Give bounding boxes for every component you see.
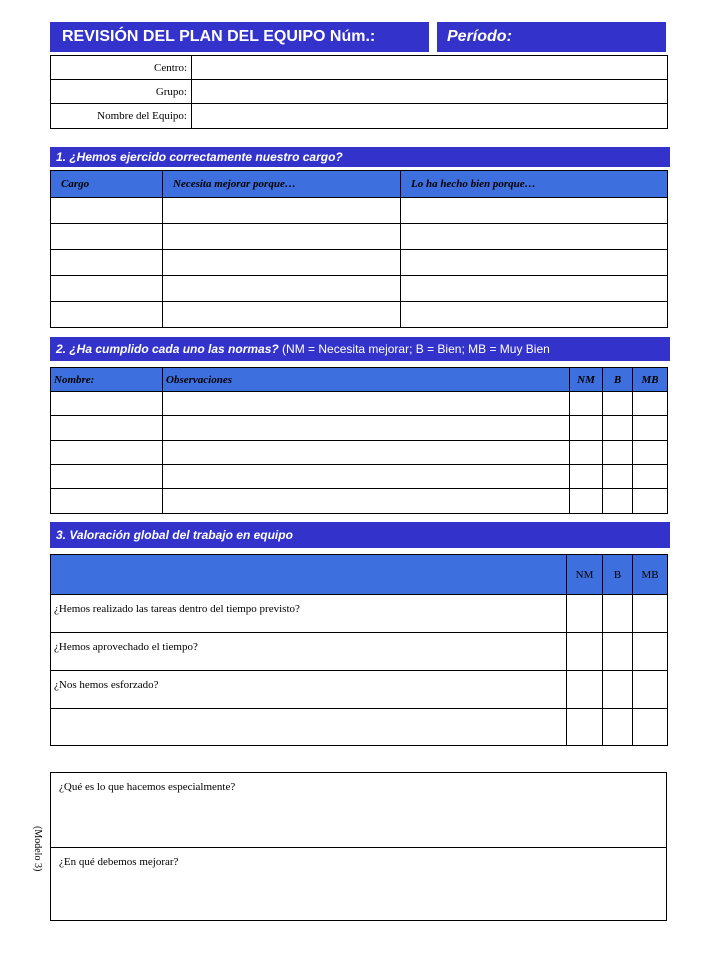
cell[interactable]	[51, 302, 163, 328]
centro-label: Centro:	[51, 56, 192, 80]
cell[interactable]	[633, 709, 668, 746]
cell[interactable]	[163, 416, 570, 441]
cell[interactable]	[570, 489, 603, 514]
table-row	[51, 709, 668, 746]
question-tiempo-previsto: ¿Hemos realizado las tareas dentro del tiempo previsto?	[51, 595, 567, 633]
model-label: (Modelo 3)	[32, 826, 43, 872]
form-title: REVISIÓN DEL PLAN DEL EQUIPO Núm.:	[50, 22, 429, 52]
table-row	[51, 302, 668, 328]
cell[interactable]	[401, 302, 668, 328]
cell[interactable]	[163, 392, 570, 416]
table-row	[51, 224, 668, 250]
cell[interactable]	[51, 224, 163, 250]
cell[interactable]	[51, 465, 163, 489]
header-blank	[51, 555, 567, 595]
cell[interactable]	[567, 633, 603, 671]
cell[interactable]	[603, 392, 633, 416]
col-nombre: Nombre:	[51, 368, 163, 392]
cell[interactable]	[633, 633, 668, 671]
cell[interactable]	[51, 709, 567, 746]
table-row	[51, 595, 668, 633]
cell[interactable]	[51, 392, 163, 416]
col-necesita-mejorar: Necesita mejorar porque…	[163, 171, 401, 198]
col-b: B	[603, 555, 633, 595]
cell[interactable]	[401, 250, 668, 276]
table-row	[51, 392, 668, 416]
cell[interactable]	[163, 276, 401, 302]
table-row	[51, 633, 668, 671]
centro-field[interactable]	[192, 56, 668, 80]
cell[interactable]	[163, 250, 401, 276]
cell[interactable]	[51, 489, 163, 514]
cell[interactable]	[633, 416, 668, 441]
table-row	[51, 276, 668, 302]
table-row	[51, 671, 668, 709]
col-nm: NM	[570, 368, 603, 392]
cell[interactable]	[633, 595, 668, 633]
cell[interactable]	[603, 709, 633, 746]
cell[interactable]	[163, 224, 401, 250]
question-aprovechado-tiempo: ¿Hemos aprovechado el tiempo?	[51, 633, 567, 671]
cell[interactable]	[51, 198, 163, 224]
col-mb: MB	[633, 368, 668, 392]
section2-title-text: 2. ¿Ha cumplido cada uno las normas?	[56, 342, 279, 356]
col-mb: MB	[633, 555, 668, 595]
cell[interactable]	[163, 465, 570, 489]
section2-legend: (NM = Necesita mejorar; B = Bien; MB = Muy Bien	[278, 342, 550, 356]
question-especialmente: ¿Qué es lo que hacemos especialmente?	[59, 781, 236, 793]
cell[interactable]	[633, 441, 668, 465]
valoracion-table	[50, 554, 668, 746]
col-hecho-bien: Lo ha hecho bien porque…	[401, 171, 668, 198]
section2-title	[50, 337, 670, 361]
table-row	[51, 416, 668, 441]
cargo-table	[50, 170, 668, 328]
cell[interactable]	[401, 198, 668, 224]
cell[interactable]	[603, 441, 633, 465]
cell[interactable]	[570, 416, 603, 441]
normas-table	[50, 367, 668, 514]
cell[interactable]	[633, 392, 668, 416]
cell[interactable]	[603, 489, 633, 514]
table-row	[51, 198, 668, 224]
cell[interactable]	[163, 302, 401, 328]
cell[interactable]	[603, 633, 633, 671]
cell[interactable]	[570, 465, 603, 489]
cell[interactable]	[603, 465, 633, 489]
cell[interactable]	[633, 465, 668, 489]
divider	[51, 847, 666, 848]
cell[interactable]	[603, 416, 633, 441]
cell[interactable]	[570, 392, 603, 416]
col-observaciones: Observaciones	[163, 368, 570, 392]
cell[interactable]	[633, 671, 668, 709]
cell[interactable]	[567, 671, 603, 709]
cell[interactable]	[401, 276, 668, 302]
cell[interactable]	[51, 276, 163, 302]
cell[interactable]	[401, 224, 668, 250]
table-row	[51, 465, 668, 489]
nombre-equipo-field[interactable]	[192, 104, 668, 129]
nombre-equipo-label: Nombre del Equipo:	[51, 104, 192, 129]
period-label: Período:	[437, 22, 666, 52]
col-cargo: Cargo	[51, 171, 163, 198]
cell[interactable]	[567, 709, 603, 746]
question-mejorar: ¿En qué debemos mejorar?	[59, 856, 179, 868]
table-row	[51, 489, 668, 514]
grupo-field[interactable]	[192, 80, 668, 104]
question-esforzado: ¿Nos hemos esforzado?	[51, 671, 567, 709]
reflection-box	[50, 772, 667, 921]
table-row	[51, 441, 668, 465]
cell[interactable]	[51, 441, 163, 465]
team-info-table	[50, 55, 668, 129]
section1-title: 1. ¿Hemos ejercido correctamente nuestro cargo?	[50, 147, 670, 167]
cell[interactable]	[51, 250, 163, 276]
cell[interactable]	[567, 595, 603, 633]
cell[interactable]	[603, 671, 633, 709]
cell[interactable]	[570, 441, 603, 465]
cell[interactable]	[163, 441, 570, 465]
cell[interactable]	[51, 416, 163, 441]
cell[interactable]	[163, 489, 570, 514]
col-b: B	[603, 368, 633, 392]
cell[interactable]	[163, 198, 401, 224]
grupo-label: Grupo:	[51, 80, 192, 104]
cell[interactable]	[603, 595, 633, 633]
col-nm: NM	[567, 555, 603, 595]
cell[interactable]	[633, 489, 668, 514]
section3-title: 3. Valoración global del trabajo en equipo	[50, 522, 670, 548]
table-row	[51, 250, 668, 276]
